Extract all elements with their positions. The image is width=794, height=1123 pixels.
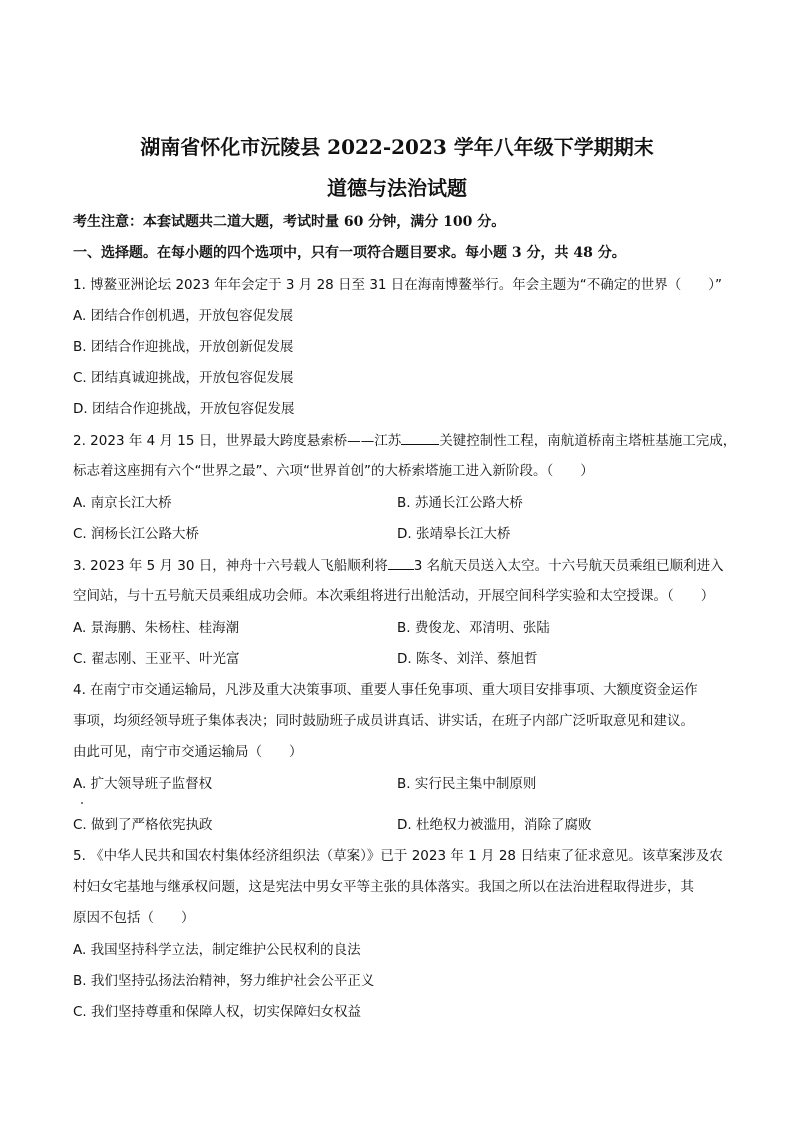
question-4-stem-line2: 事项，均须经领导班子集体表决；同时鼓励班子成员讲真话、讲实话，在班子内部广泛听取意见和建议。	[73, 713, 694, 729]
question-1-option-a: A. 团结合作创机遇，开放包容促发展	[73, 308, 294, 324]
question-2-option-d: D. 张靖皋长江大桥	[397, 526, 511, 542]
question-1-option-c: C. 团结真诚迎挑战，开放包容促发展	[73, 370, 294, 386]
question-1-option-b: B. 团结合作迎挑战，开放创新促发展	[73, 339, 294, 355]
exam-title: 湖南省怀化市沅陵县 2022-2023 学年八年级下学期期末	[140, 135, 654, 159]
question-3-stem-part1: 3. 2023 年 5 月 30 日，神舟十六号载人飞船顺利将	[73, 558, 388, 574]
question-2-option-c: C. 润杨长江公路大桥	[73, 526, 200, 542]
question-3-option-a: A. 景海鹏、朱杨柱、桂海潮	[73, 620, 240, 636]
question-5-option-a: A. 我国坚持科学立法，制定维护公民权利的良法	[73, 942, 361, 958]
question-1-option-d: D. 团结合作迎挑战，开放包容促发展	[73, 401, 295, 417]
answer-blank	[388, 555, 414, 570]
question-3-stem-line1	[73, 555, 733, 576]
question-5-option-c: C. 我们坚持尊重和保障人权，切实保障妇女权益	[73, 1004, 362, 1020]
question-3-stem-part2: 3 名航天员送入太空。十六号航天员乘组已顺利进入	[413, 558, 724, 574]
question-3-option-d: D. 陈冬、刘洋、蔡旭哲	[397, 651, 538, 667]
question-2-option-b: B. 苏通长江公路大桥	[397, 495, 523, 511]
question-4-option-b: B. 实行民主集中制原则	[397, 776, 537, 792]
question-2-stem-part1: 2. 2023 年 4 月 15 日，世界最大跨度悬索桥——江苏	[73, 433, 402, 449]
question-3-option-b: B. 费俊龙、邓清明、张陆	[397, 620, 550, 636]
question-1-stem: 1. 博鳌亚洲论坛 2023 年年会定于 3 月 28 日至 31 日在海南博鳌举行。年会主题为“不确定的世界（ ）”	[73, 277, 723, 293]
question-5-stem-line2: 村妇女宅基地与继承权问题，这是宪法中男女平等主张的具体落实。我国之所以在法治进程取得进步，其	[73, 879, 694, 895]
question-4-stem-line3: 由此可见，南宁市交通运输局（ ）	[73, 744, 303, 760]
question-4-stem-line1: 4. 在南宁市交通运输局，凡涉及重大决策事项、重要人事任免事项、重大项目安排事项、大额度资金运作	[73, 682, 698, 698]
question-4-option-d: D. 杜绝权力被滥用，消除了腐败	[397, 817, 592, 833]
section-heading: 一、选择题。在每小题的四个选项中，只有一项符合题目要求。每小题 3 分，共 48 分。	[73, 245, 626, 261]
question-2-stem-part2: 关键控制性工程，南航道桥南主塔桩基施工完成，	[439, 433, 737, 449]
scan-dot	[81, 802, 83, 804]
question-3-option-c: C. 翟志刚、王亚平、叶光富	[73, 651, 240, 667]
question-5-stem-line1: 5. 《中华人民共和国农村集体经济组织法（草案）》已于 2023 年 1 月 28 日结束了征求意见。该草案涉及农	[73, 848, 723, 864]
question-3-stem-line2: 空间站，与十五号航天员乘组成功会师。本次乘组将进行出舱活动，开展空间科学实验和太空授课。（ ）	[73, 588, 715, 604]
question-4-option-a: A. 扩大领导班子监督权	[73, 776, 213, 792]
exam-subtitle: 道德与法治试题	[327, 176, 467, 200]
question-4-option-c: C. 做到了严格依宪执政	[73, 817, 213, 833]
question-2-stem-line1	[73, 430, 737, 451]
question-2-option-a: A. 南京长江大桥	[73, 495, 172, 511]
exam-notice: 考生注意：本套试题共二道大题，考试时量 60 分钟，满分 100 分。	[73, 214, 506, 230]
question-5-stem-line3: 原因不包括（ ）	[73, 910, 195, 926]
question-5-option-b: B. 我们坚持弘扬法治精神，努力维护社会公平正义	[73, 973, 375, 989]
answer-blank	[401, 430, 439, 445]
question-2-stem-line2: 标志着这座拥有六个“世界之最”、六项“世界首创”的大桥索塔施工进入新阶段。（ ）	[73, 463, 594, 479]
